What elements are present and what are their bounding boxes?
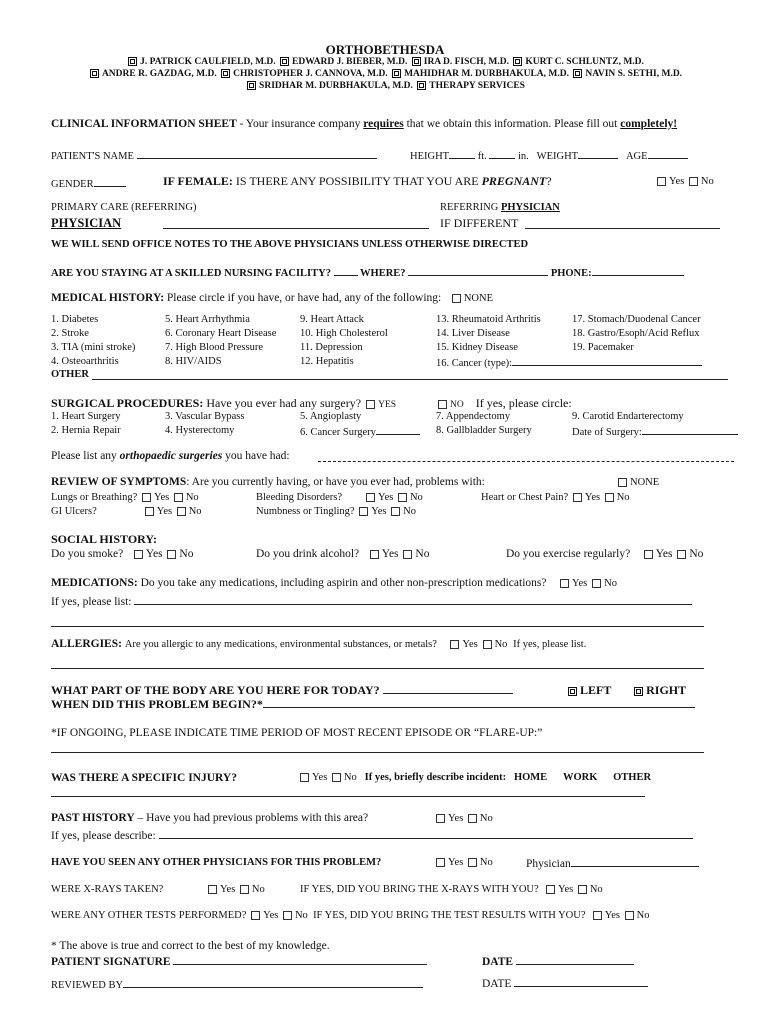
review-heading: REVIEW OF SYMPTOMS: Are you currently having, or have you ever had, problems with: bbox=[51, 476, 485, 488]
medications-yes-checkbox[interactable] bbox=[560, 579, 569, 588]
signature-date-field[interactable] bbox=[516, 954, 634, 965]
xrays-bring-yes-checkbox[interactable] bbox=[546, 885, 555, 894]
tests-bring-no-checkbox[interactable] bbox=[625, 911, 634, 920]
patient-signature-field[interactable] bbox=[173, 954, 427, 965]
social-smoke: Do you smoke? Yes No bbox=[51, 548, 194, 560]
surgery-item[interactable]: 5. Angioplasty bbox=[300, 411, 362, 422]
surgery-item[interactable]: 7. Appendectomy bbox=[436, 411, 511, 422]
other-physician-field[interactable] bbox=[571, 856, 699, 867]
review-none-checkbox[interactable] bbox=[618, 478, 627, 487]
other-conditions-field[interactable] bbox=[92, 379, 728, 380]
xrays-options: Yes No bbox=[206, 884, 265, 895]
primary-physician-field[interactable] bbox=[163, 228, 429, 229]
ortho-surgeries-field[interactable] bbox=[318, 461, 734, 462]
surgery-yes-checkbox[interactable] bbox=[366, 400, 375, 409]
yes-checkbox[interactable] bbox=[145, 507, 154, 516]
yes-checkbox[interactable] bbox=[370, 550, 379, 559]
injury-yes-checkbox[interactable] bbox=[300, 773, 309, 782]
surgery-item[interactable]: 9. Carotid Endarterectomy bbox=[572, 411, 684, 422]
height-in-field[interactable] bbox=[489, 148, 515, 159]
right-checkbox[interactable] bbox=[634, 687, 643, 696]
surgery-item[interactable]: 4. Hysterectomy bbox=[165, 425, 235, 436]
surgery-col-3 bbox=[300, 410, 420, 440]
facility-phone-field[interactable] bbox=[592, 265, 684, 276]
ongoing-label: *IF ONGOING, PLEASE INDICATE TIME PERIOD OF MOST RECENT EPISODE OR “FLARE-UP:” bbox=[51, 727, 543, 739]
attestation: * The above is true and correct to the best of my knowledge. bbox=[51, 940, 330, 952]
if-different-label: IF DIFFERENT bbox=[440, 216, 519, 230]
condition-item[interactable]: 9. Heart Attack bbox=[300, 314, 364, 325]
problem-begin-field[interactable] bbox=[263, 697, 695, 708]
surgery-item[interactable]: 2. Hernia Repair bbox=[51, 425, 121, 436]
condition-item[interactable]: 1. Diabetes bbox=[51, 314, 99, 325]
gender-row: GENDER bbox=[51, 176, 126, 190]
review-lungs: Lungs or Breathing? Yes No bbox=[51, 492, 199, 503]
ortho-surgeries-row: Please list any orthopaedic surgeries you have had: bbox=[51, 450, 290, 462]
no-checkbox[interactable] bbox=[391, 507, 400, 516]
pregnant-no-checkbox[interactable] bbox=[689, 177, 698, 186]
xrays-no-checkbox[interactable] bbox=[240, 885, 249, 894]
review-bleeding: Bleeding Disorders? Yes No bbox=[256, 492, 423, 503]
allergies-yes-checkbox[interactable] bbox=[450, 640, 459, 649]
allergies-list-field[interactable] bbox=[51, 668, 704, 669]
body-part-field[interactable] bbox=[383, 683, 513, 694]
side-options: LEFT RIGHT bbox=[566, 683, 686, 698]
left-checkbox[interactable] bbox=[568, 687, 577, 696]
pregnant-question: IF FEMALE: IS THERE ANY POSSIBILITY THAT YOU ARE PREGNANT? bbox=[163, 174, 552, 188]
problem-begin-row: WHEN DID THIS PROBLEM BEGIN?* bbox=[51, 697, 695, 712]
yes-checkbox[interactable] bbox=[644, 550, 653, 559]
surgery-item[interactable]: 8. Gallbladder Surgery bbox=[436, 425, 532, 436]
other-physicians-options: Yes No bbox=[434, 857, 493, 868]
other-physicians-row: HAVE YOU SEEN ANY OTHER PHYSICIANS FOR THIS PROBLEM? bbox=[51, 857, 382, 868]
medical-history-col-3 bbox=[300, 313, 388, 369]
injury-options: Yes No If yes, briefly describe incident: HOME WORK OTHER bbox=[298, 772, 651, 783]
xrays-row: WERE X-RAYS TAKEN? bbox=[51, 884, 164, 895]
condition-item[interactable]: 2. Stroke bbox=[51, 328, 89, 339]
gender-field[interactable] bbox=[94, 176, 126, 187]
physician-label: PHYSICIAN bbox=[51, 216, 122, 230]
checkbox-icon[interactable] bbox=[417, 81, 426, 90]
seen-no-checkbox[interactable] bbox=[468, 858, 477, 867]
surgery-date-row: Date of Surgery: bbox=[572, 424, 738, 440]
facility-where-field[interactable] bbox=[408, 265, 548, 276]
condition-item[interactable]: 18. Gastro/Esoph/Acid Reflux bbox=[572, 328, 700, 339]
cancer-surgery-field[interactable] bbox=[376, 424, 420, 435]
condition-item[interactable]: 6. Coronary Heart Disease bbox=[165, 328, 277, 339]
condition-item[interactable]: 17. Stomach/Duodenal Cancer bbox=[572, 314, 701, 325]
checkbox-icon[interactable] bbox=[90, 69, 99, 78]
referring-physician-field[interactable] bbox=[525, 228, 720, 229]
no-checkbox[interactable] bbox=[398, 493, 407, 502]
flare-up-field[interactable] bbox=[51, 752, 704, 753]
surgical-heading: SURGICAL PROCEDURES: Have you ever had any surgery? YES bbox=[51, 396, 397, 410]
condition-item[interactable]: 15. Kidney Disease bbox=[436, 342, 518, 353]
social-alcohol: Do you drink alcohol? Yes No bbox=[256, 548, 430, 560]
surgery-item[interactable]: 3. Vascular Bypass bbox=[165, 411, 245, 422]
pregnant-yes-checkbox[interactable] bbox=[657, 177, 666, 186]
allergies-no-checkbox[interactable] bbox=[483, 640, 492, 649]
medications-no-checkbox[interactable] bbox=[592, 579, 601, 588]
checkbox-icon[interactable] bbox=[573, 69, 582, 78]
primary-care-label: PRIMARY CARE (REFERRING) bbox=[51, 202, 197, 213]
nursing-facility-row: ARE YOU STAYING AT A SKILLED NURSING FACILITY? WHERE? PHONE: bbox=[51, 265, 684, 279]
nursing-facility-field[interactable] bbox=[334, 265, 358, 276]
tests-yes-checkbox[interactable] bbox=[251, 911, 260, 920]
tests-row: WERE ANY OTHER TESTS PERFORMED? Yes No IF YES, DID YOU BRING THE TEST RESULTS WITH YOU? Yes No bbox=[51, 910, 650, 921]
tests-bring-yes-checkbox[interactable] bbox=[593, 911, 602, 920]
checkbox-icon[interactable] bbox=[221, 69, 230, 78]
condition-item[interactable]: 4. Osteoarthritis bbox=[51, 356, 119, 367]
medical-history-col-2 bbox=[165, 313, 276, 369]
condition-item[interactable]: 8. HIV/AIDS bbox=[165, 356, 222, 367]
review-heart: Heart or Chest Pain? Yes No bbox=[481, 492, 630, 503]
tests-no-checkbox[interactable] bbox=[283, 911, 292, 920]
past-history-options: Yes No bbox=[434, 813, 493, 824]
medical-history-col-5 bbox=[572, 313, 701, 355]
yes-checkbox[interactable] bbox=[573, 493, 582, 502]
xrays-bring-row: IF YES, DID YOU BRING THE X-RAYS WITH YOU? Yes No bbox=[300, 884, 603, 895]
condition-item[interactable]: 13. Rheumatoid Arthritis bbox=[436, 314, 541, 325]
review-numbness: Numbness or Tingling? Yes No bbox=[256, 506, 416, 517]
reviewed-date-field[interactable] bbox=[514, 976, 648, 987]
signature-row: PATIENT SIGNATURE bbox=[51, 954, 427, 968]
age-field[interactable] bbox=[648, 148, 688, 159]
xrays-bring-no-checkbox[interactable] bbox=[578, 885, 587, 894]
weight-field[interactable] bbox=[578, 148, 618, 159]
checkbox-icon[interactable] bbox=[412, 57, 421, 66]
reviewed-date-row: DATE bbox=[482, 976, 648, 990]
no-checkbox[interactable] bbox=[177, 507, 186, 516]
checkbox-icon[interactable] bbox=[247, 81, 256, 90]
cancer-type-field[interactable] bbox=[512, 355, 702, 366]
surgery-date-field[interactable] bbox=[642, 424, 738, 435]
yes-checkbox[interactable] bbox=[142, 493, 151, 502]
medications-row: MEDICATIONS: Do you take any medications, including aspirin and other non-prescription medications? Yes No bbox=[51, 577, 617, 589]
height-weight-row: HEIGHT ft. in. WEIGHT AGE bbox=[410, 148, 688, 162]
yes-checkbox[interactable] bbox=[366, 493, 375, 502]
past-no-checkbox[interactable] bbox=[468, 814, 477, 823]
condition-item[interactable]: 3. TIA (mini stroke) bbox=[51, 342, 136, 353]
checkbox-icon[interactable] bbox=[513, 57, 522, 66]
body-part-row: WHAT PART OF THE BODY ARE YOU HERE FOR TODAY? bbox=[51, 683, 513, 698]
surgery-item[interactable]: 1. Heart Surgery bbox=[51, 411, 121, 422]
doctors-row-2: ANDRE R. GAZDAG, M.D. CHRISTOPHER J. CANNOVA, M.D. MAHIDHAR M. DURBHAKULA, M.D. NAVIN S. SETHI, M.D. bbox=[0, 69, 770, 79]
intro-line: CLINICAL INFORMATION SHEET - Your insurance company requires that we obtain this information. Please fill out completely! bbox=[51, 118, 678, 130]
injury-no-checkbox[interactable] bbox=[332, 773, 341, 782]
doctors-row-3: SRIDHAR M. DURBHAKULA, M.D. THERAPY SERVICES bbox=[0, 81, 770, 91]
review-none: NONE bbox=[616, 477, 659, 488]
reviewed-by-field[interactable] bbox=[123, 977, 423, 988]
social-heading: SOCIAL HISTORY: bbox=[51, 532, 157, 546]
surgery-col-5 bbox=[572, 410, 738, 440]
reviewed-row: REVIEWED BY bbox=[51, 977, 423, 991]
medications-extra-line[interactable] bbox=[51, 626, 704, 627]
yes-checkbox[interactable] bbox=[359, 507, 368, 516]
other-label: OTHER bbox=[51, 369, 89, 380]
past-history-row: PAST HISTORY – Have you had previous problems with this area? bbox=[51, 812, 369, 824]
condition-item[interactable]: 12. Hepatitis bbox=[300, 356, 354, 367]
referring-label: REFERRING PHYSICIAN bbox=[440, 202, 560, 213]
height-ft-field[interactable] bbox=[449, 148, 475, 159]
checkbox-icon[interactable] bbox=[280, 57, 289, 66]
seen-yes-checkbox[interactable] bbox=[436, 858, 445, 867]
checkbox-icon[interactable] bbox=[128, 57, 137, 66]
medical-history-heading: MEDICAL HISTORY: Please circle if you have, or have had, any of the following: NONE bbox=[51, 292, 494, 304]
surgery-col-1 bbox=[51, 410, 121, 438]
past-describe-row: If yes, please describe: bbox=[51, 828, 693, 842]
doctors-row-1: J. PATRICK CAULFIELD, M.D. EDWARD J. BIEBER, M.D. IRA D. FISCH, M.D. KURT C. SCHLUNTZ, M.D. bbox=[0, 57, 770, 67]
injury-describe-field[interactable] bbox=[51, 796, 645, 797]
no-checkbox[interactable] bbox=[403, 550, 412, 559]
no-checkbox[interactable] bbox=[677, 550, 686, 559]
past-describe-field[interactable] bbox=[159, 828, 693, 839]
surgery-col-2 bbox=[165, 410, 244, 438]
surgery-no-checkbox[interactable] bbox=[438, 400, 447, 409]
patient-name-field[interactable] bbox=[137, 148, 377, 159]
past-yes-checkbox[interactable] bbox=[436, 814, 445, 823]
medications-list-row: If yes, please list: bbox=[51, 594, 692, 608]
medical-history-col-1 bbox=[51, 313, 135, 369]
no-checkbox[interactable] bbox=[174, 493, 183, 502]
condition-item[interactable]: 16. Cancer (type): bbox=[436, 355, 702, 371]
injury-row: WAS THERE A SPECIFIC INJURY? bbox=[51, 772, 237, 784]
review-gi: GI Ulcers? Yes No bbox=[51, 506, 202, 517]
practice-name: ORTHOBETHESDA bbox=[325, 42, 445, 57]
no-checkbox[interactable] bbox=[605, 493, 614, 502]
surgery-item[interactable]: 6. Cancer Surgery bbox=[300, 424, 420, 440]
condition-item[interactable]: 19. Pacemaker bbox=[572, 342, 634, 353]
condition-item[interactable]: 5. Heart Arrhythmia bbox=[165, 314, 250, 325]
xrays-yes-checkbox[interactable] bbox=[208, 885, 217, 894]
medical-none-checkbox[interactable] bbox=[452, 294, 461, 303]
surgery-col-4 bbox=[436, 410, 532, 438]
condition-item[interactable]: 11. Depression bbox=[300, 342, 363, 353]
condition-item[interactable]: 10. High Cholesterol bbox=[300, 328, 388, 339]
condition-item[interactable]: 7. High Blood Pressure bbox=[165, 342, 263, 353]
allergies-row: ALLERGIES: Are you allergic to any medications, environmental substances, or metals? Yes No If yes, please list. bbox=[51, 638, 587, 650]
signature-date-row: DATE bbox=[482, 954, 634, 968]
medications-list-field[interactable] bbox=[134, 594, 692, 605]
office-notes-notice: WE WILL SEND OFFICE NOTES TO THE ABOVE PHYSICIANS UNLESS OTHERWISE DIRECTED bbox=[51, 239, 529, 250]
pregnant-options: Yes No bbox=[655, 176, 714, 187]
surgical-no-row: NO If yes, please circle: bbox=[436, 396, 572, 411]
yes-checkbox[interactable] bbox=[134, 550, 143, 559]
physician-name-row: Physician bbox=[526, 856, 699, 870]
checkbox-icon[interactable] bbox=[392, 69, 401, 78]
condition-item[interactable]: 14. Liver Disease bbox=[436, 328, 510, 339]
patient-name-row: PATIENT'S NAME bbox=[51, 148, 377, 162]
social-exercise: Do you exercise regularly? Yes No bbox=[506, 548, 704, 560]
no-checkbox[interactable] bbox=[167, 550, 176, 559]
